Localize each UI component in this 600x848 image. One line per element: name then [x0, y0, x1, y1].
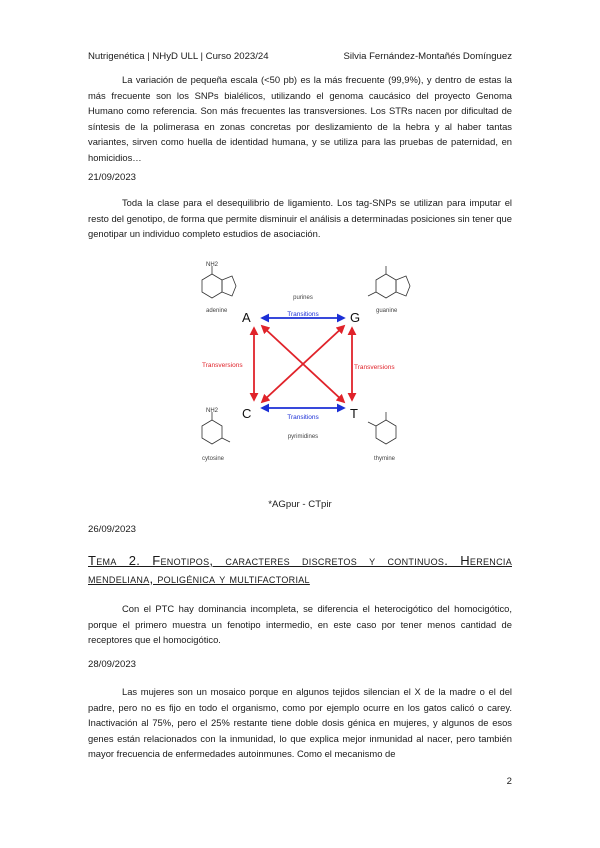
adenine-structure-icon: [202, 266, 236, 298]
date-heading: 21/09/2023: [88, 172, 137, 183]
header-left: Nutrigenética | NHyD ULL | Curso 2023/24: [88, 51, 269, 62]
letter-t: T: [350, 406, 358, 421]
cytosine-label: cytosine: [202, 456, 225, 462]
letter-g: G: [350, 310, 361, 325]
guanine-structure-icon: [368, 266, 410, 298]
paragraph-ptc: Con el PTC hay dominancia incompleta, se diferencia el heterocigótico del homocigótico, porque el primero muestra un fenotipo intermedio, en este caso por tener menos cantidad de receptores que el homocigótico.: [88, 603, 512, 645]
section-title: Tema 2. Fenotipos, caracteres discretos y continuos. Herencia mendeliana, poligénica y multifactorial: [88, 553, 512, 586]
nh2-label: NH2: [206, 408, 219, 414]
transitions-label-top: Transitions: [287, 311, 319, 318]
thymine-label: thymine: [374, 456, 396, 462]
letter-c: C: [242, 406, 252, 421]
transitions-label-bottom: Transitions: [287, 414, 319, 421]
paragraph-ligamiento: Toda la clase para el desequilibrio de ligamiento. Los tag-SNPs se utilizan para imputar el resto del genotipo, de forma que permite disminuir el análisis a determinadas posiciones sin tener que genotipar un individuo completo estudios de asociación.: [88, 197, 512, 239]
transversions-label-left: Transversions: [202, 362, 243, 369]
thymine-structure-icon: [368, 412, 396, 444]
transversions-label-right: Transversions: [354, 364, 395, 371]
page-number: 2: [506, 776, 512, 787]
purines-label: purines: [293, 295, 313, 301]
header-right: Silvia Fernández-Montañés Domínguez: [343, 51, 512, 62]
guanine-label: guanine: [376, 308, 398, 314]
letter-a: A: [242, 310, 251, 325]
paragraph-mosaico: Las mujeres son un mosaico porque en algunos tejidos silencian el X de la madre o el del padre, pero no es fijo en todo el organismo, como por ejemplo ocurre en los gatos calicó o carey. Inactivación al 75%, pero el 25% restante tiene doble dosis génica en mujeres, y algunos de esos genes están relacionados con la inmunidad, lo que explica mejor inmunidad al nacer, pero también mayor frecuencia de enfermedades autoinmunes. Como el mecanismo de: [88, 686, 512, 759]
page-header: [88, 51, 512, 62]
adenine-label: adenine: [206, 308, 228, 314]
nh2-label: NH2: [206, 262, 219, 268]
paragraph-snps: La variación de pequeña escala (<50 pb) es la más frecuente (99,9%), y dentro de estas la más frecuente son los SNPs bialélicos, utilizando el genoma caucásico del proyecto Genoma Humano como referencia. Son más frecuentes las transversiones. Los STRs nacen por dificultad de síntesis de la polimerasa en zonas concretas por deslizamiento de la hebra y al haber tantas variantes, sirven como huella de identidad humana, y se utiliza para las pruebas de paternidad, en homicidios…: [88, 74, 512, 163]
date-heading: 26/09/2023: [88, 524, 137, 535]
cytosine-structure-icon: [202, 412, 230, 444]
figure-caption: *AGpur - CTpir: [268, 499, 332, 510]
transitions-transversions-diagram: [180, 258, 430, 478]
date-heading: 28/09/2023: [88, 659, 137, 670]
pyrimidines-label: pyrimidines: [287, 434, 319, 440]
